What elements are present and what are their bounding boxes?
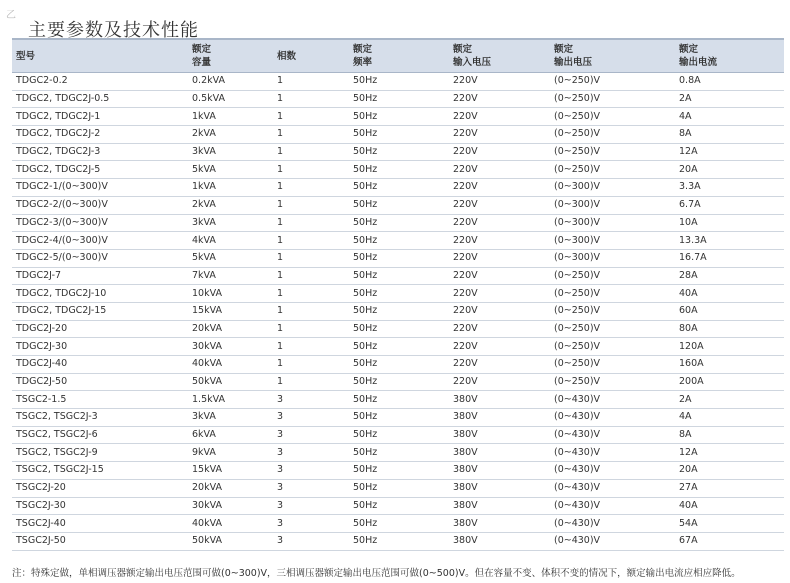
table-row xyxy=(12,108,784,126)
column-header-line1: 额定 xyxy=(679,44,699,55)
table-cell: 50Hz xyxy=(349,462,449,480)
table-cell: 220V xyxy=(449,90,550,108)
table-cell: 3 xyxy=(273,497,349,515)
table-cell: (0~250)V xyxy=(550,108,675,126)
table-cell: 220V xyxy=(449,285,550,303)
column-header-line2: 频率 xyxy=(353,57,373,68)
table-cell: (0~250)V xyxy=(550,302,675,320)
table-cell: (0~300)V xyxy=(550,196,675,214)
table-cell: 1 xyxy=(273,267,349,285)
table-cell: 50Hz xyxy=(349,338,449,356)
table-cell: 54A xyxy=(675,515,784,533)
table-cell: 30kVA xyxy=(188,497,273,515)
table-cell: 160A xyxy=(675,356,784,374)
table-cell: 220V xyxy=(449,356,550,374)
table-row xyxy=(12,161,784,179)
table-cell: 4kVA xyxy=(188,232,273,250)
table-cell: 1 xyxy=(273,90,349,108)
table-cell: 80A xyxy=(675,320,784,338)
table-cell: 3kVA xyxy=(188,214,273,232)
table-cell: 13.3A xyxy=(675,232,784,250)
column-header xyxy=(550,39,675,73)
table-cell: 2A xyxy=(675,90,784,108)
table-cell: (0~430)V xyxy=(550,426,675,444)
table-cell: 220V xyxy=(449,302,550,320)
table-cell: 28A xyxy=(675,267,784,285)
table-cell: 50Hz xyxy=(349,90,449,108)
table-cell: 220V xyxy=(449,179,550,197)
table-cell: TDGC2J-20 xyxy=(12,320,188,338)
table-cell: TDGC2J-7 xyxy=(12,267,188,285)
table-cell: 8A xyxy=(675,426,784,444)
table-cell: 1 xyxy=(273,249,349,267)
column-header-line1: 相数 xyxy=(277,50,297,62)
table-cell: (0~250)V xyxy=(550,90,675,108)
table-cell: 50Hz xyxy=(349,302,449,320)
table-cell: 220V xyxy=(449,214,550,232)
table-cell: 3 xyxy=(273,426,349,444)
table-header xyxy=(12,39,784,73)
table-cell: 1 xyxy=(273,214,349,232)
column-header-line1: 额定 xyxy=(353,44,373,55)
table-cell: TDGC2, TDGC2J-1 xyxy=(12,108,188,126)
table-cell: (0~250)V xyxy=(550,320,675,338)
table-cell: 20A xyxy=(675,161,784,179)
table-row xyxy=(12,356,784,374)
table-cell: 220V xyxy=(449,232,550,250)
table-row xyxy=(12,302,784,320)
table-cell: 50Hz xyxy=(349,373,449,391)
parameters-table-container xyxy=(12,38,784,551)
table-cell: 220V xyxy=(449,196,550,214)
column-header-line1: 额定 xyxy=(453,44,473,55)
column-header-line1: 型号 xyxy=(16,50,36,62)
table-cell: 3 xyxy=(273,444,349,462)
table-cell: (0~250)V xyxy=(550,285,675,303)
corner-mark: 乙 xyxy=(6,10,16,21)
table-cell: 15kVA xyxy=(188,462,273,480)
table-cell: 50Hz xyxy=(349,444,449,462)
table-cell: TDGC2, TDGC2J-10 xyxy=(12,285,188,303)
table-row xyxy=(12,462,784,480)
table-cell: (0~430)V xyxy=(550,462,675,480)
table-cell: 220V xyxy=(449,108,550,126)
table-cell: 3kVA xyxy=(188,409,273,427)
table-cell: 380V xyxy=(449,515,550,533)
table-cell: 40kVA xyxy=(188,356,273,374)
table-cell: 220V xyxy=(449,249,550,267)
table-cell: 1 xyxy=(273,373,349,391)
table-cell: 4A xyxy=(675,409,784,427)
table-cell: 50Hz xyxy=(349,108,449,126)
table-cell: 220V xyxy=(449,373,550,391)
table-cell: (0~300)V xyxy=(550,179,675,197)
table-cell: 380V xyxy=(449,462,550,480)
table-cell: 50Hz xyxy=(349,232,449,250)
table-cell: 20kVA xyxy=(188,479,273,497)
table-cell: 0.8A xyxy=(675,73,784,91)
table-cell: 3.3A xyxy=(675,179,784,197)
column-header xyxy=(12,39,188,73)
table-cell: 50Hz xyxy=(349,73,449,91)
table-cell: 50Hz xyxy=(349,143,449,161)
table-cell: 380V xyxy=(449,409,550,427)
table-cell: (0~250)V xyxy=(550,143,675,161)
table-cell: (0~250)V xyxy=(550,73,675,91)
table-cell: (0~430)V xyxy=(550,391,675,409)
table-row xyxy=(12,232,784,250)
table-row xyxy=(12,373,784,391)
table-cell: 50kVA xyxy=(188,373,273,391)
table-row xyxy=(12,285,784,303)
table-cell: TDGC2, TDGC2J-15 xyxy=(12,302,188,320)
table-cell: TDGC2-1/(0~300)V xyxy=(12,179,188,197)
table-row xyxy=(12,249,784,267)
table-row xyxy=(12,532,784,550)
table-cell: TDGC2-2/(0~300)V xyxy=(12,196,188,214)
table-cell: 50Hz xyxy=(349,515,449,533)
table-cell: 50Hz xyxy=(349,356,449,374)
table-cell: 1 xyxy=(273,161,349,179)
table-row xyxy=(12,196,784,214)
table-cell: 380V xyxy=(449,391,550,409)
table-cell: 27A xyxy=(675,479,784,497)
table-cell: 0.2kVA xyxy=(188,73,273,91)
table-cell: TSGC2, TSGC2J-3 xyxy=(12,409,188,427)
table-cell: 1 xyxy=(273,232,349,250)
table-cell: TDGC2J-50 xyxy=(12,373,188,391)
table-cell: 50Hz xyxy=(349,479,449,497)
table-cell: 380V xyxy=(449,426,550,444)
table-row xyxy=(12,444,784,462)
table-cell: (0~430)V xyxy=(550,515,675,533)
table-cell: TSGC2J-50 xyxy=(12,532,188,550)
table-cell: 50kVA xyxy=(188,532,273,550)
table-cell: 15kVA xyxy=(188,302,273,320)
table-cell: (0~250)V xyxy=(550,373,675,391)
table-cell: 30kVA xyxy=(188,338,273,356)
header-row xyxy=(12,39,784,73)
table-cell: 1 xyxy=(273,179,349,197)
table-cell: (0~430)V xyxy=(550,409,675,427)
table-row xyxy=(12,126,784,144)
table-cell: 2kVA xyxy=(188,196,273,214)
table-row xyxy=(12,338,784,356)
table-cell: 3 xyxy=(273,391,349,409)
table-cell: 10A xyxy=(675,214,784,232)
table-row xyxy=(12,515,784,533)
column-header xyxy=(675,39,784,73)
footnote: 注：特殊定做，单相调压器额定输出电压范围可做(0~300)V，三相调压器额定输出电压范围可做(0~500)V。但在容量不变、体积不变的情况下，额定输出电流应相应降低。 xyxy=(12,568,741,579)
table-cell: TDGC2, TDGC2J-2 xyxy=(12,126,188,144)
table-cell: 20A xyxy=(675,462,784,480)
table-cell: TDGC2-4/(0~300)V xyxy=(12,232,188,250)
table-cell: TSGC2J-40 xyxy=(12,515,188,533)
table-cell: 3kVA xyxy=(188,143,273,161)
table-cell: 16.7A xyxy=(675,249,784,267)
table-cell: 380V xyxy=(449,479,550,497)
table-cell: 220V xyxy=(449,320,550,338)
table-cell: TDGC2, TDGC2J-3 xyxy=(12,143,188,161)
table-cell: 1 xyxy=(273,196,349,214)
table-cell: 1 xyxy=(273,302,349,320)
column-header-line1: 额定 xyxy=(192,44,212,55)
table-row xyxy=(12,409,784,427)
table-cell: (0~430)V xyxy=(550,532,675,550)
table-body xyxy=(12,73,784,551)
table-cell: 50Hz xyxy=(349,179,449,197)
table-cell: 380V xyxy=(449,444,550,462)
table-cell: (0~300)V xyxy=(550,214,675,232)
table-cell: 220V xyxy=(449,267,550,285)
table-cell: (0~430)V xyxy=(550,444,675,462)
table-cell: 1 xyxy=(273,143,349,161)
table-cell: 50Hz xyxy=(349,497,449,515)
table-cell: 50Hz xyxy=(349,267,449,285)
table-cell: 50Hz xyxy=(349,196,449,214)
table-cell: 380V xyxy=(449,532,550,550)
table-row xyxy=(12,179,784,197)
table-cell: 50Hz xyxy=(349,285,449,303)
table-cell: 220V xyxy=(449,73,550,91)
table-cell: (0~250)V xyxy=(550,161,675,179)
table-row xyxy=(12,479,784,497)
table-cell: 50Hz xyxy=(349,249,449,267)
table-cell: 0.5kVA xyxy=(188,90,273,108)
table-cell: TDGC2, TDGC2J-5 xyxy=(12,161,188,179)
table-cell: (0~300)V xyxy=(550,232,675,250)
table-cell: 40A xyxy=(675,497,784,515)
table-cell: 1 xyxy=(273,285,349,303)
table-cell: 4A xyxy=(675,108,784,126)
column-header-line1: 额定 xyxy=(554,44,574,55)
table-cell: TSGC2, TSGC2J-15 xyxy=(12,462,188,480)
table-cell: 67A xyxy=(675,532,784,550)
table-row xyxy=(12,143,784,161)
table-cell: 6kVA xyxy=(188,426,273,444)
table-cell: TSGC2, TSGC2J-6 xyxy=(12,426,188,444)
table-cell: 1 xyxy=(273,126,349,144)
table-cell: TDGC2, TDGC2J-0.5 xyxy=(12,90,188,108)
table-cell: 3 xyxy=(273,532,349,550)
table-cell: TDGC2J-30 xyxy=(12,338,188,356)
table-cell: (0~300)V xyxy=(550,249,675,267)
table-cell: 220V xyxy=(449,161,550,179)
table-cell: 3 xyxy=(273,409,349,427)
table-cell: (0~250)V xyxy=(550,356,675,374)
table-cell: 1 xyxy=(273,356,349,374)
table-cell: (0~430)V xyxy=(550,497,675,515)
table-cell: TDGC2-3/(0~300)V xyxy=(12,214,188,232)
column-header-line2: 输出电压 xyxy=(554,57,593,68)
table-cell: 5kVA xyxy=(188,161,273,179)
table-cell: 1.5kVA xyxy=(188,391,273,409)
table-cell: 50Hz xyxy=(349,214,449,232)
column-header-line2: 输入电压 xyxy=(453,57,492,68)
table-cell: TDGC2-5/(0~300)V xyxy=(12,249,188,267)
table-cell: 10kVA xyxy=(188,285,273,303)
table-cell: 12A xyxy=(675,444,784,462)
column-header-line2: 容量 xyxy=(192,57,212,68)
table-row xyxy=(12,90,784,108)
table-cell: 50Hz xyxy=(349,126,449,144)
parameters-table xyxy=(12,38,784,551)
table-cell: TDGC2J-40 xyxy=(12,356,188,374)
table-cell: 6.7A xyxy=(675,196,784,214)
table-cell: 8A xyxy=(675,126,784,144)
table-cell: 220V xyxy=(449,143,550,161)
column-header xyxy=(273,39,349,73)
table-cell: 50Hz xyxy=(349,409,449,427)
table-cell: 380V xyxy=(449,497,550,515)
table-cell: 1kVA xyxy=(188,179,273,197)
column-header xyxy=(349,39,449,73)
page-title: 主要参数及技术性能 xyxy=(28,20,199,42)
table-cell: 220V xyxy=(449,126,550,144)
table-row xyxy=(12,426,784,444)
table-cell: 60A xyxy=(675,302,784,320)
table-cell: TSGC2J-20 xyxy=(12,479,188,497)
table-row xyxy=(12,214,784,232)
table-cell: 5kVA xyxy=(188,249,273,267)
table-cell: TSGC2J-30 xyxy=(12,497,188,515)
column-header xyxy=(188,39,273,73)
table-row xyxy=(12,497,784,515)
table-cell: 1kVA xyxy=(188,108,273,126)
table-cell: 20kVA xyxy=(188,320,273,338)
table-cell: 1 xyxy=(273,108,349,126)
column-header-line2: 输出电流 xyxy=(679,57,718,68)
table-cell: (0~250)V xyxy=(550,338,675,356)
table-row xyxy=(12,320,784,338)
table-cell: 9kVA xyxy=(188,444,273,462)
table-cell: 3 xyxy=(273,479,349,497)
table-cell: 50Hz xyxy=(349,161,449,179)
table-cell: (0~430)V xyxy=(550,479,675,497)
table-cell: 40kVA xyxy=(188,515,273,533)
table-cell: 220V xyxy=(449,338,550,356)
table-cell: 2A xyxy=(675,391,784,409)
table-cell: (0~250)V xyxy=(550,267,675,285)
table-cell: 50Hz xyxy=(349,532,449,550)
table-cell: TDGC2-0.2 xyxy=(12,73,188,91)
table-row xyxy=(12,73,784,91)
table-cell: 1 xyxy=(273,320,349,338)
table-row xyxy=(12,267,784,285)
table-cell: 200A xyxy=(675,373,784,391)
table-cell: 50Hz xyxy=(349,320,449,338)
table-cell: 40A xyxy=(675,285,784,303)
table-cell: 50Hz xyxy=(349,426,449,444)
table-cell: 3 xyxy=(273,462,349,480)
table-cell: TSGC2, TSGC2J-9 xyxy=(12,444,188,462)
column-header xyxy=(449,39,550,73)
table-cell: 7kVA xyxy=(188,267,273,285)
table-cell: 3 xyxy=(273,515,349,533)
table-cell: 50Hz xyxy=(349,391,449,409)
table-cell: 12A xyxy=(675,143,784,161)
table-cell: 2kVA xyxy=(188,126,273,144)
table-cell: (0~250)V xyxy=(550,126,675,144)
table-cell: 1 xyxy=(273,73,349,91)
table-cell: 1 xyxy=(273,338,349,356)
table-cell: 120A xyxy=(675,338,784,356)
table-row xyxy=(12,391,784,409)
table-cell: TSGC2-1.5 xyxy=(12,391,188,409)
